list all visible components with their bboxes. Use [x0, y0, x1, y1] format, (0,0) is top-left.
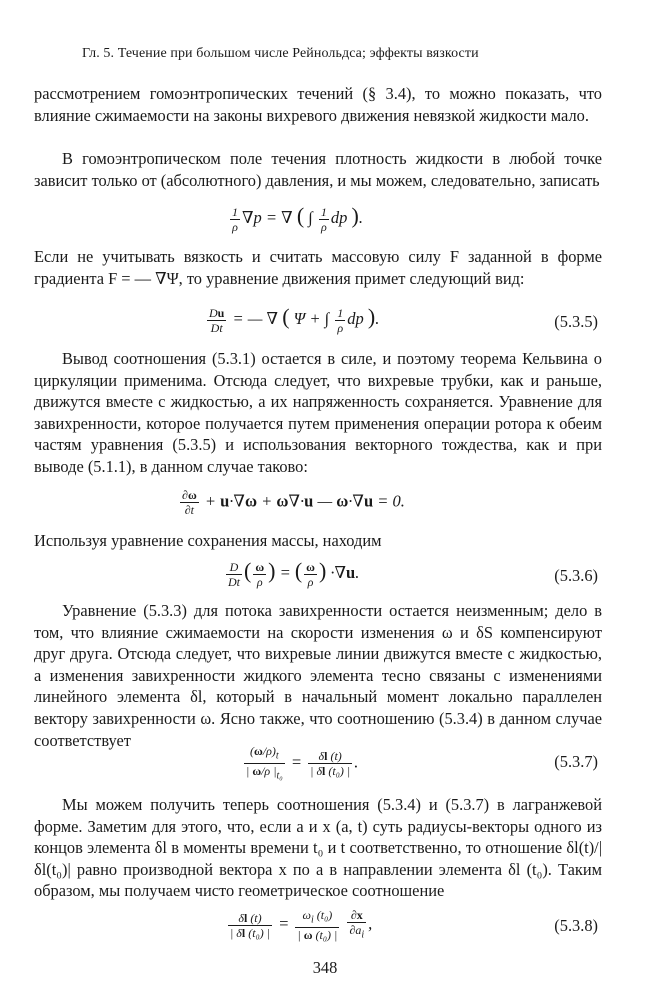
equation-vorticity: $\frac{\partial\omega}{\partial t}$ + u·∇ω + ω∇·u — ω·∇u = 0. — [182, 488, 405, 517]
paragraph-6: Уравнение (5.3.3) для потока завихренности остается неизменным; дело в том, что влияние сжимаемости на скорости изменения ω и δS компенсируют друг друга. Отсюда следует, что вихревые линии движутся вместе с жидкостью, а изменения завихренности жидкого элемента тесно связаны с изменениями линейного элемента δl, который в начальный момент локально параллелен вектору завихренности ω. Ясно также, что соотношению (5.3.4) в данном случае соответствует — [34, 601, 602, 750]
page-number: 348 — [312, 958, 338, 977]
equation-5-3-5: $\frac{Du}{Dt}$ = — ∇ ( Ψ + ∫ $\frac{1}{\rho}$ dp ). — [209, 304, 380, 335]
paragraph-5: Используя уравнение сохранения массы, находим — [34, 531, 382, 550]
equation-label: (5.3.7) — [554, 752, 598, 771]
paragraph-4: Вывод соотношения (5.3.1) остается в силе, и поэтому теорема Кельвина о циркуляции применима. Отсюда следует, что вихревые трубки, как и раньше, движутся вместе с жидкостью, а их напряженность сохраняется. Уравнение для завихренности, которое получается путем применения операции ротора к обеим частям уравнения (5.3.5) и использования векторного тождества, как и при выводе (5.1.1), в данном случае таково: — [34, 349, 602, 476]
paragraph-3: Если не учитывать вязкость и считать массовую силу F заданной в форме градиента F = — ∇Ψ, то уравнение движения примет следующий вид: — [34, 247, 602, 288]
equation-5-3-6: $\frac{D}{Dt}$ ( $\frac{\omega}{\rho}$ ) = ( $\frac{\omega}{\rho}$ ) ·∇u. — [228, 558, 360, 589]
equation-label: (5.3.6) — [554, 566, 598, 585]
equation-label: (5.3.8) — [554, 916, 598, 935]
paragraph-2: В гомоэнтропическом поле течения плотность жидкости в любой точке зависит только от (абсолютного) давления, и мы можем, следовательно, записать — [34, 149, 602, 190]
equation-5-3-8: $\frac{\delta l (t)}{\text{| δl (t₀) |}}$ = $\frac{\omega_i (t_0)}{\text{| ω (t₀) |}}$ $\frac{\partial x}{\partial a_i}$ , — [230, 908, 373, 943]
paragraph-7: Мы можем получить теперь соотношения (5.3.4) и (5.3.7) в лагранжевой форме. Заметим для этого, что, если a и x (a, t) суть радиусы-векторы одного из концов элемента δl в моменты времени t₀ и t соответственно, то отношение δl(t)/|δl(t₀)| равно производной вектора x по a в направлении элемента δl (t₀). Таким образом, мы получаем чисто геометрическое соотношение — [34, 795, 602, 901]
equation-label: (5.3.5) — [554, 312, 598, 331]
paragraph-1: рассмотрением гомоэнтропических течений (§ 3.4), то можно показать, что влияние сжимаемости на законы вихревого движения невязкой жидкости мало. — [34, 84, 602, 125]
equation-density-gradient: $\frac{1}{\rho}$ ∇p = ∇ ( ∫ $\frac{1}{\rho}$ dp ). — [232, 203, 363, 234]
running-header: Гл. 5. Течение при большом числе Рейнольдса; эффекты вязкости — [82, 46, 479, 61]
equation-5-3-7: $\frac{(\omega/\rho)_t}{| \omega/\rho |_{t_0}}$ = $\frac{\delta l (t)}{\text{| δl (t₀) |}}$ . — [246, 744, 359, 782]
